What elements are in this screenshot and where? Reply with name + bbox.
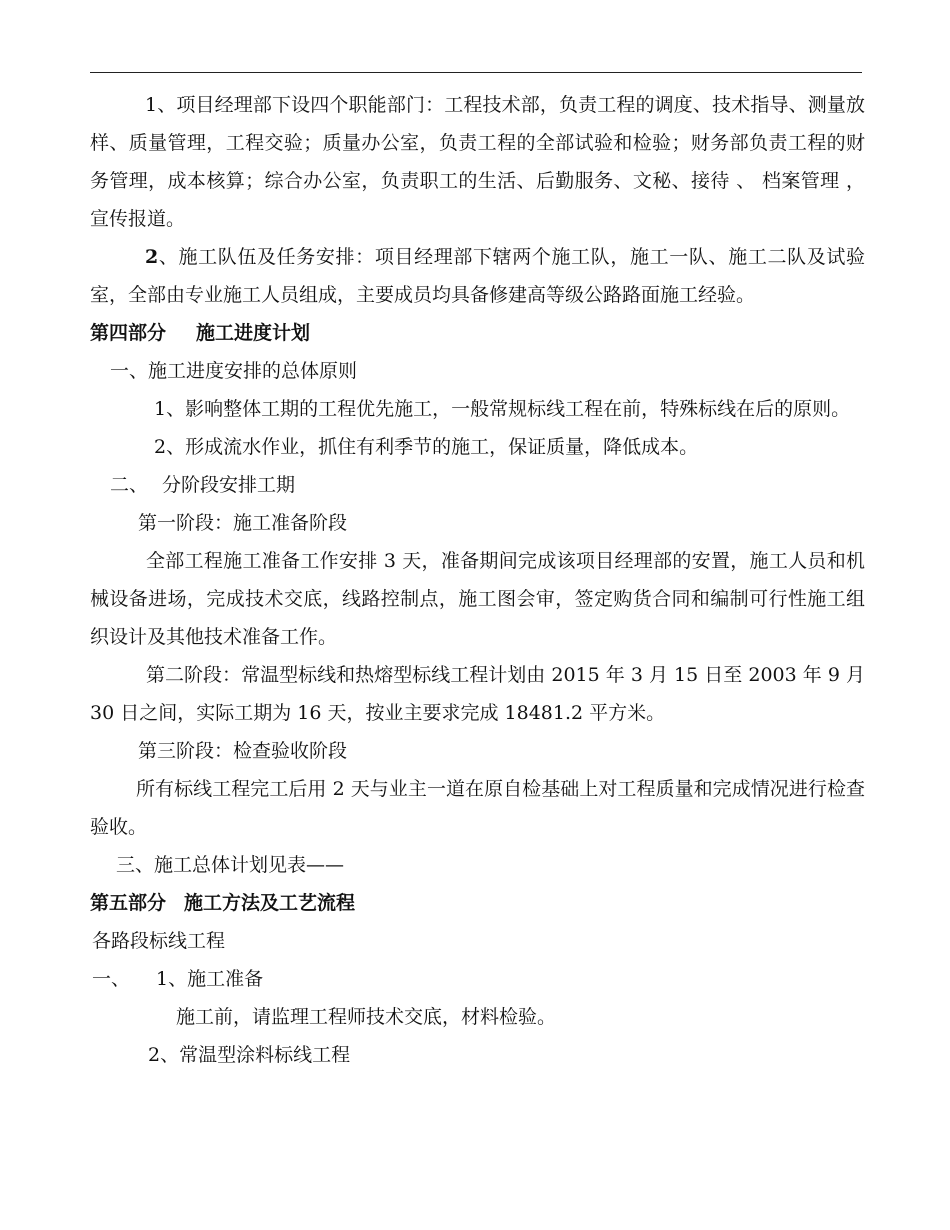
paragraph-principle-1: 1、影响整体工期的工程优先施工，一般常规标线工程在前，特殊标线在后的原则。 <box>154 398 851 420</box>
section-label: 第四部分 <box>90 322 167 344</box>
subheading-phases <box>90 466 865 504</box>
section-heading-5 <box>90 884 865 922</box>
section-label: 第五部分 <box>90 892 167 914</box>
paragraph-normal-temp-coating: 2、常温型涂料标线工程 <box>148 1044 351 1066</box>
subheading-text: 分阶段安排工期 <box>162 474 296 496</box>
subheading-number: 二、 <box>110 474 149 496</box>
paragraph-stage-1: 全部工程施工准备工作安排 3 天，准备期间完成该项目经理部的安置，施工人员和机械设备进场，完成技术交底，线路控制点，施工图会审，签定购货合同和编制可行性施工组织设计及其他技术准备工作。 <box>90 550 865 648</box>
subheading-principles: 一、施工进度安排的总体原则 <box>110 360 358 382</box>
paragraph-stage-2: 第二阶段：常温型标线和热熔型标线工程计划由 2015 年 3 月 15 日至 2003 年 9 月 30 日之间，实际工期为 16 天，按业主要求完成 18481.2 平方米。 <box>90 664 865 724</box>
paragraph-stage-3: 所有标线工程完工后用 2 天与业主一道在原自检基础上对工程质量和完成情况进行检查验收。 <box>90 778 865 838</box>
paragraph-departments: 1、项目经理部下设四个职能部门：工程技术部，负责工程的调度、技术指导、测量放样、质量管理，工程交验；质量办公室，负责工程的全部试验和检验；财务部负责工程的财务管理，成本核算；综合办公室，负责职工的生活、后勤服务、文秘、接待 、 档案管理 ， 宣传报道。 <box>90 94 865 230</box>
section-title: 施工方法及工艺流程 <box>184 892 356 914</box>
list-text: 1、施工准备 <box>156 968 264 990</box>
paragraph-preparation <box>90 960 865 998</box>
header-rule <box>90 72 862 73</box>
section-heading-4 <box>90 314 865 352</box>
stage-3-heading: 第三阶段：检查验收阶段 <box>138 740 348 762</box>
document-body <box>90 86 865 1074</box>
subheading-overall-plan: 三、施工总体计划见表—— <box>116 854 345 876</box>
paragraph-number: 2 <box>145 246 159 268</box>
paragraph-text: 、施工队伍及任务安排：项目经理部下辖两个施工队，施工一队、施工二队及试验室，全部由专业施工人员组成，主要成员均具备修建高等级公路路面施工经验。 <box>90 246 865 306</box>
stage-1-heading: 第一阶段：施工准备阶段 <box>138 512 348 534</box>
paragraph-road-markings: 各路段标线工程 <box>92 930 226 952</box>
paragraph-principle-2: 2、形成流水作业，抓住有利季节的施工，保证质量，降低成本。 <box>154 436 699 458</box>
paragraph-preparation-detail: 施工前，请监理工程师技术交底，材料检验。 <box>176 1006 557 1028</box>
section-title: 施工进度计划 <box>196 322 311 344</box>
list-number: 一、 <box>92 968 131 990</box>
paragraph-construction-teams <box>90 238 865 314</box>
